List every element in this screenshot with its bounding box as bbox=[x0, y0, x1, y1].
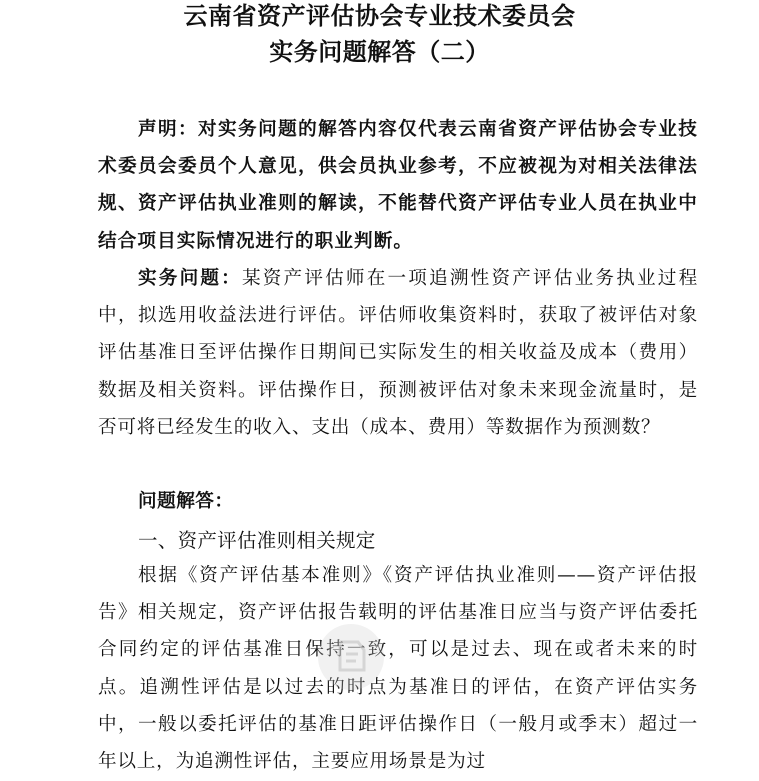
document-title-line1: 云南省资产评估协会专业技术委员会 bbox=[183, 1, 576, 30]
declaration-paragraph: 声明：对实务问题的解答内容仅代表云南省资产评估协会专业技术委员会委员个人意见，供会员执业参考，不应被视为对相关法律法规、资产评估执业准则的解读，不能替代资产评估专业人员在执业中结合项目实际情况进行的职业判断。 bbox=[98, 119, 698, 252]
watermark-glyph-icon bbox=[318, 624, 384, 690]
section1-body-paragraph: 根据《资产评估基本准则》《资产评估执业准则——资产评估报告》相关规定，资产评估报告载明的评估基准日应当与资产评估委托合同约定的评估基准日保持一致，可以是过去、现在或者未来的时点。追溯性评估是以过去的时点为基准日的评估，在资产评估实务中，一般以委托评估的基准日距评估操作日（一般月或季末）超过一年以上，为追溯性评估，主要应用场景是为过 bbox=[98, 565, 698, 773]
question-paragraph bbox=[98, 260, 698, 446]
answer-heading: 问题解答： bbox=[138, 491, 234, 512]
watermark-seal-icon bbox=[318, 624, 384, 690]
section1-heading: 一、资产评估准则相关规定 bbox=[138, 529, 376, 552]
question-lead: 实务问题： bbox=[138, 268, 242, 289]
document-title-line2: 实务问题解答（二） bbox=[269, 37, 490, 66]
question-text: 某资产评估师在一项追溯性资产评估业务执业过程中，拟选用收益法进行评估。评估师收集资料时，获取了被评估对象评估基准日至评估操作日期间已实际发生的相关收益及成本（费用）数据及相关资料。评估操作日，预测被评估对象未来现金流量时，是否可将已经发生的收入、支出（成本、费用）等数据作为预测数？ bbox=[98, 268, 698, 438]
